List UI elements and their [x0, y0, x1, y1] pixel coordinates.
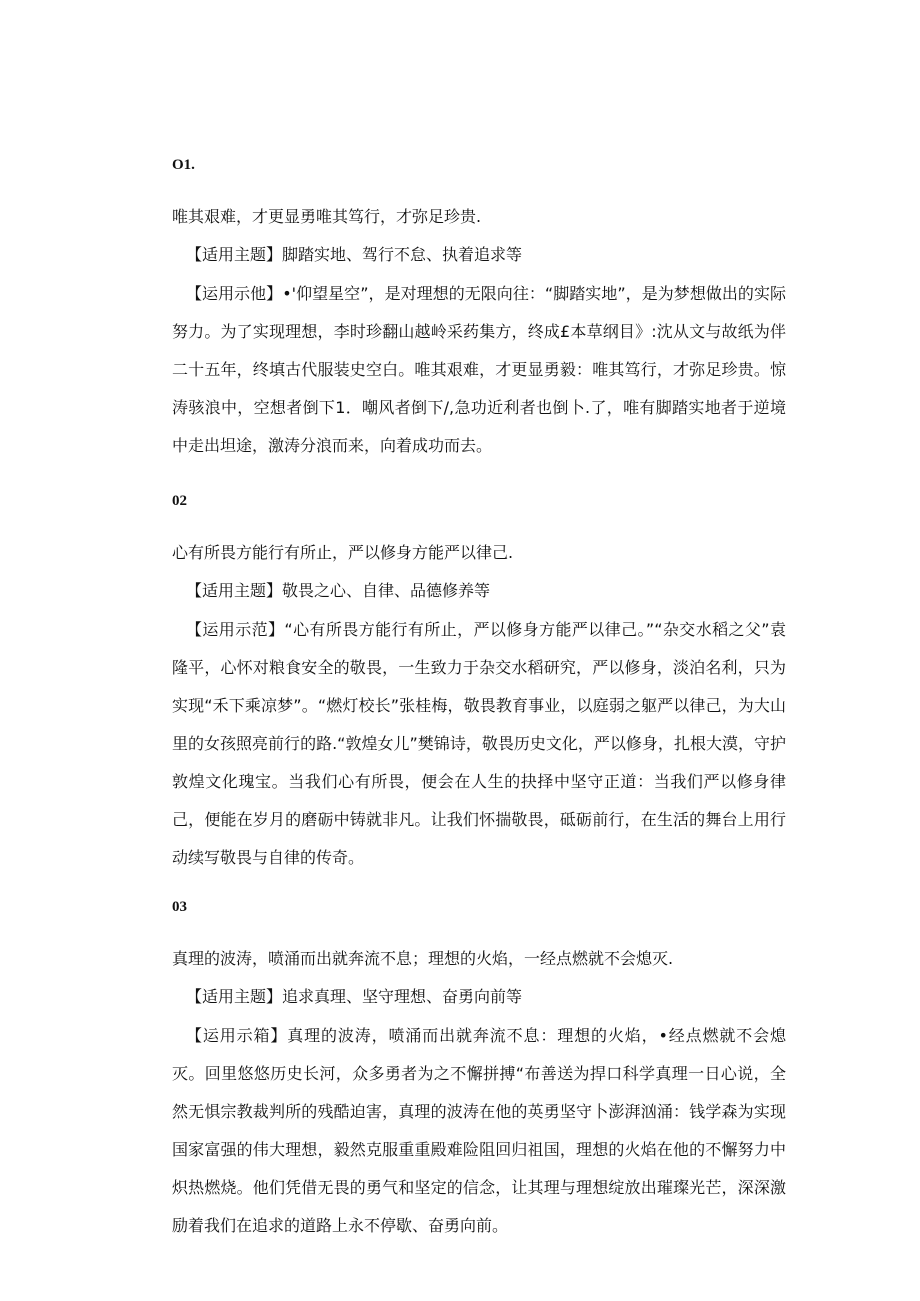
document-content	[172, 155, 786, 1245]
section-3	[172, 897, 786, 1245]
section-number: O1.	[172, 157, 195, 173]
section-quote: 心有所畏方能行有所止，严以修身方能严以律己.	[172, 543, 514, 562]
section-number: 03	[172, 899, 187, 915]
section-theme: 【适用主题】敬畏之心、自律、品德修养等	[186, 581, 491, 600]
section-example: 【运用示箱】真理的波涛，喷涌而出就奔流不息：理想的火焰，•经点燃就不会熄灭。回里悠悠历史长河，众多勇者为之不懈拼搏“布善送为捍口科学真理一日心说，全然无惧宗教裁判所的残酷迫害，真理的波涛在他的英勇坚守卜澎湃汹涌：钱学森为实现国家富强的伟大理想，毅然克服重重殿难险阻回归祖国，理想的火焰在他的不懈努力中炽热燃烧。他们凭借无畏的勇气和坚定的信念，让其理与理想绽放出璀璨光芒，深深激励着我们在追求的道路上永不停歇、奋勇向前。	[172, 1026, 786, 1235]
section-example: 【运用示他】•'仰望星空”，是对理想的无限向往：“脚踏实地”，是为梦想做出的实际努力。为了实现理想，李时珍翻山越岭采药集方，终成£本草纲目》:沈从文与故纸为伴二十五年，终填古代服装史空白。唯其艰难，才更显勇毅：唯其笃行，才弥足珍贵。惊涛骇浪中，空想者倒下1．嘲风者倒下/,急功近利者也倒卜.了，唯有脚踏实地者于逆境中走出坦途，激涛分浪而来，向着成功而去。	[172, 284, 786, 455]
section-2	[172, 491, 786, 877]
section-theme: 【适用主题】追求真理、坚守理想、奋勇向前等	[186, 987, 523, 1006]
section-example: 【运用示范】“心有所畏方能行有所止，严以修身方能严以律己。”“杂交水稻之父”袁隆平，心怀对粮食安全的敬畏，一生致力于杂交水稻研究，严以修身，淡泊名利，只为实现“禾下乘凉梦”。“燃灯校长”张桂梅，敬畏教育事业，以庭弱之躯严以律己，为大山里的女孩照亮前行的路.“敦煌女儿”樊锦诗，敬畏历史文化，严以修身，扎根大漠，守护敦煌文化瑰宝。当我们心有所畏，便会在人生的抉择中坚守正道：当我们严以修身律己，便能在岁月的磨砺中铸就非凡。让我们怀揣敬畏，砥砺前行，在生活的舞台上用行动续写敬畏与自律的传奇。	[172, 620, 786, 867]
section-quote: 唯其艰难，才更显勇唯其笃行，才弥足珍贵.	[172, 207, 482, 226]
section-number: 02	[172, 493, 187, 509]
section-1	[172, 155, 786, 465]
section-theme: 【适用主题】脚踏实地、驾行不怠、执着追求等	[186, 245, 523, 264]
section-quote: 真理的波涛，喷涌而出就奔流不息；理想的火焰，一经点燃就不会熄灭.	[172, 949, 674, 968]
